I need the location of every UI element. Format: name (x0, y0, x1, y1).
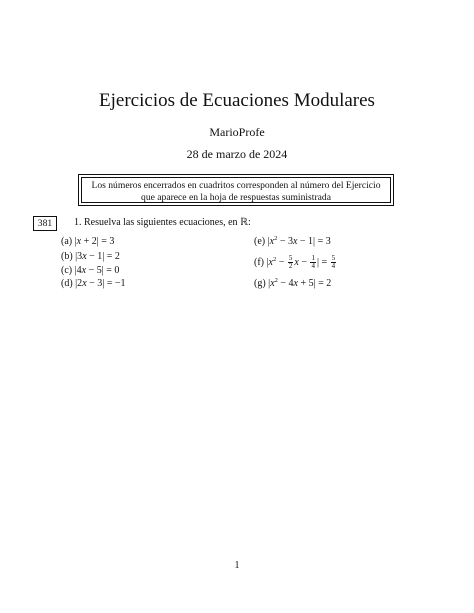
item-e-label: (e) (254, 236, 266, 247)
page-number: 1 (234, 560, 240, 571)
item-c-equation: |4x − 5| = 0 (74, 265, 120, 276)
item-g-label: (g) (254, 278, 266, 289)
document-author: MarioProfe (209, 125, 265, 139)
item-a (61, 236, 114, 247)
item-a-equation: |x + 2| = 3 (74, 236, 115, 247)
notice-box (78, 174, 394, 206)
exercise-number-box: 381 (33, 216, 57, 231)
item-c-label: (c) (61, 265, 73, 276)
item-f (254, 255, 337, 270)
document-date: 28 de marzo de 2024 (186, 147, 288, 161)
item-e-equation: $|x^2 - 3x - 1| = 3$ (267, 235, 331, 247)
item-c (61, 265, 119, 276)
notice-line-1: Los números encerrados en cuadritos corresponden al número del Ejercicio (91, 180, 381, 191)
item-f-equation: $|x^2$ − $\frac{5}{2}$ x − $\frac{1}{4}$ | = $\frac{5}{4}$ (266, 254, 336, 270)
item-d-equation: |2x − 3| = −1 (75, 278, 126, 289)
item-b-equation: |3x − 1| = 2 (75, 251, 120, 262)
item-d-label: (d) (61, 278, 73, 289)
exercise-statement-text: Resuelva las siguientes ecuaciones, en ℝ: (84, 217, 251, 228)
document-title: Ejercicios de Ecuaciones Modulares (99, 90, 375, 111)
item-b (61, 251, 120, 262)
item-b-label: (b) (61, 251, 73, 262)
exercise-label: 1. (74, 217, 82, 228)
exercise-statement (74, 217, 251, 228)
notice-inner-box (81, 177, 391, 203)
item-a-label: (a) (61, 236, 73, 247)
item-g-equation: $|x^2 - 4x + 5| = 2$ (268, 277, 332, 289)
item-f-label: (f) (254, 256, 264, 268)
item-e (254, 236, 331, 247)
notice-line-2: que aparece en la hoja de respuestas suministrada (141, 192, 331, 203)
item-d (61, 278, 126, 289)
item-g (254, 278, 331, 289)
